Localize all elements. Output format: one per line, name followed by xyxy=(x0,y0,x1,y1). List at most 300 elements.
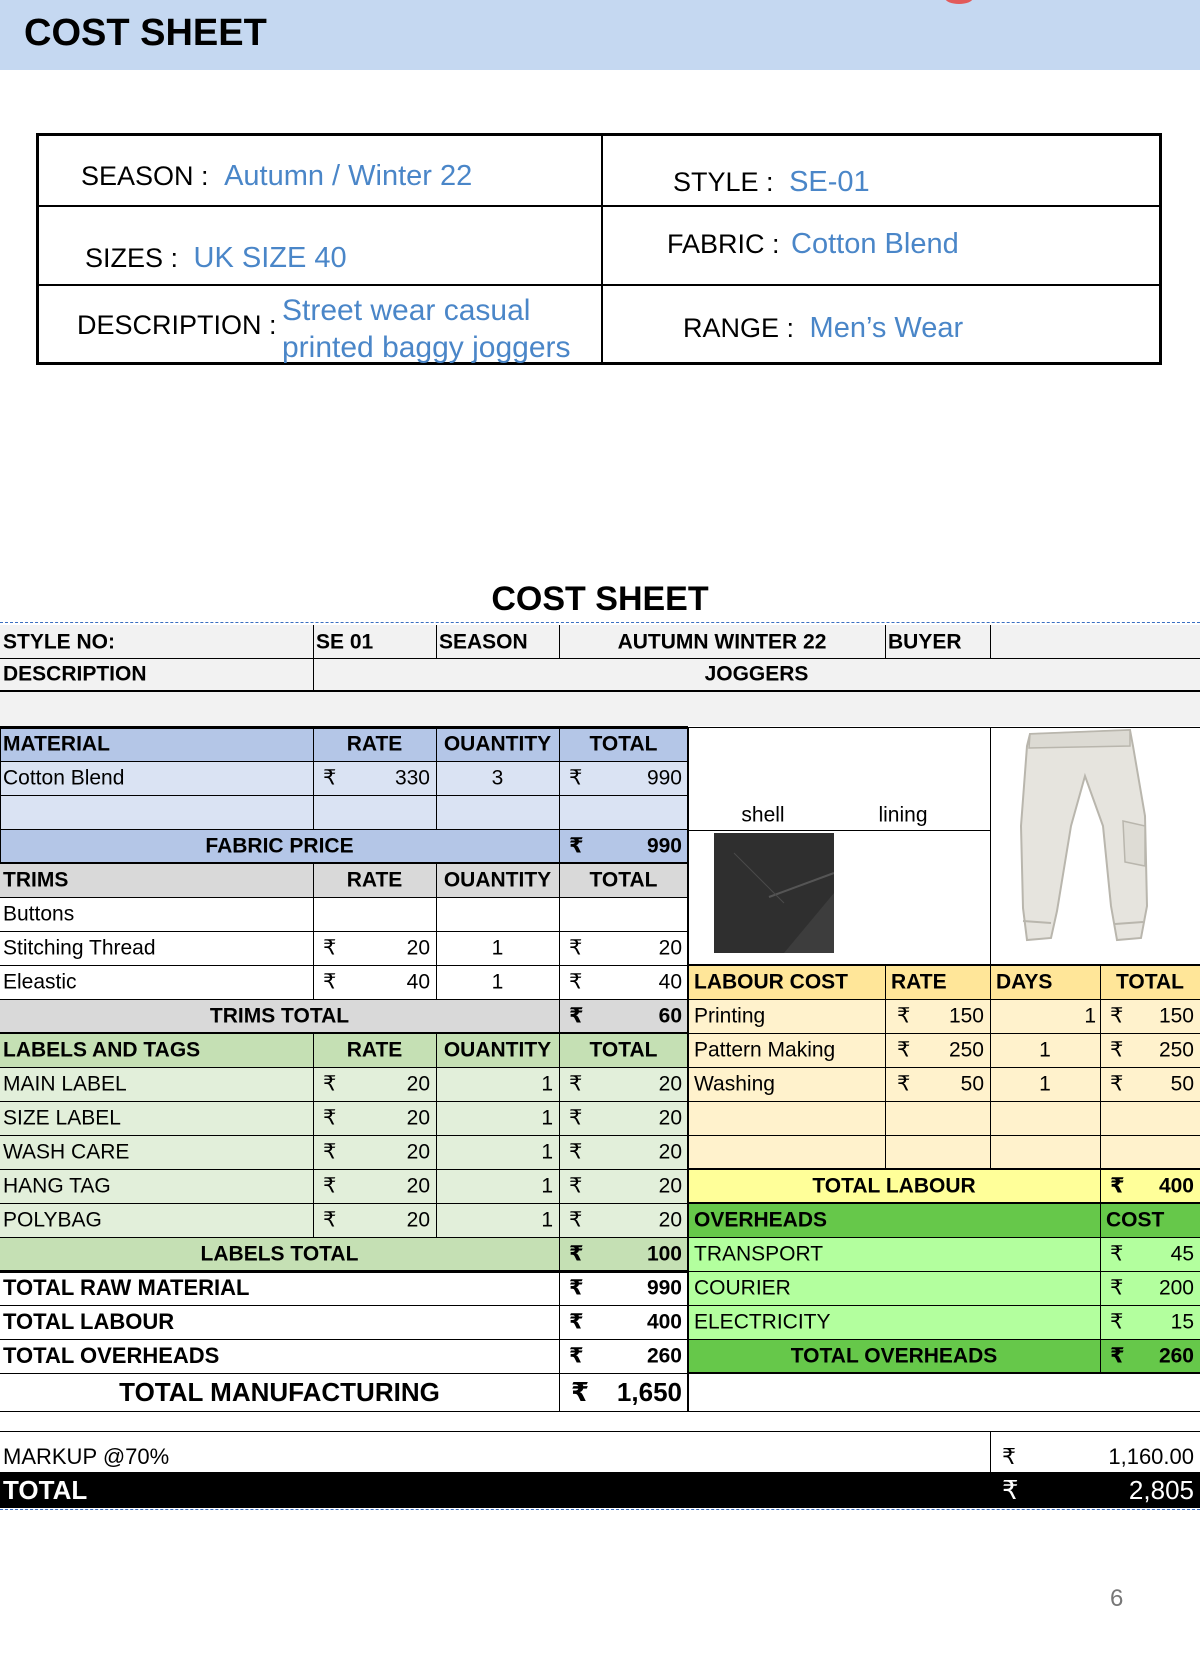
rupee-symbol: ₹ xyxy=(1110,1038,1124,1062)
overheads-row-name-text: ELECTRICITY xyxy=(694,1310,831,1334)
season-label-cell xyxy=(436,625,559,658)
labels-row-rate xyxy=(313,1067,436,1101)
trims-row-rate xyxy=(313,897,436,931)
lining-label xyxy=(838,800,968,830)
style-no-label-text: STYLE NO: xyxy=(3,630,116,653)
overheads-total-value xyxy=(1100,1339,1200,1373)
labels-total-value xyxy=(559,1237,688,1271)
labour-row-name xyxy=(688,1033,885,1067)
rupee-symbol: ₹ xyxy=(569,1276,584,1300)
fabric-swatch-image xyxy=(714,833,834,953)
trims-total-header xyxy=(559,863,688,897)
labels-row-name xyxy=(0,1101,313,1135)
fabric-value: Cotton Blend xyxy=(791,228,959,260)
labour-row-name xyxy=(688,999,885,1033)
grid-line xyxy=(990,625,991,658)
grid-line xyxy=(0,1237,688,1238)
labels-row-quantity-text: 1 xyxy=(541,1174,553,1198)
page-title: COST SHEET xyxy=(24,12,267,54)
trims-rate-header xyxy=(313,863,436,897)
material-row-total xyxy=(559,761,688,795)
grid-line xyxy=(688,1305,1200,1306)
overheads-heading-text: OVERHEADS xyxy=(694,1208,828,1232)
labels-row-total-text: 20 xyxy=(658,1106,682,1130)
rupee-symbol: ₹ xyxy=(569,1208,583,1232)
grid-line xyxy=(688,1202,1200,1204)
grid-line xyxy=(0,1339,688,1340)
description-label: DESCRIPTION : xyxy=(77,310,277,340)
style-label: STYLE : xyxy=(673,167,774,197)
rupee-symbol: ₹ xyxy=(569,1106,583,1130)
labels-row-quantity-text: 1 xyxy=(541,1072,553,1096)
trims-row-total xyxy=(559,965,688,999)
markup-label xyxy=(0,1440,990,1474)
rupee-symbol: ₹ xyxy=(569,1140,583,1164)
total-raw-material-value xyxy=(559,1271,688,1305)
total-overheads-value-text: 260 xyxy=(646,1344,682,1368)
trims-row-name-text: Buttons xyxy=(3,902,75,926)
grid-line xyxy=(0,999,688,1000)
grid-line xyxy=(0,727,1,863)
labour-total-value-text: 400 xyxy=(1158,1174,1194,1198)
labour-rate-header-text: RATE xyxy=(891,970,947,994)
total-raw-material-label xyxy=(0,1271,559,1305)
labour-row-days xyxy=(990,1067,1100,1101)
overheads-row-cost-text: 200 xyxy=(1158,1276,1194,1300)
rupee-symbol: ₹ xyxy=(1002,1444,1016,1469)
labour-row-name-text: Washing xyxy=(694,1072,775,1096)
trims-total-label-text: TRIMS TOTAL xyxy=(209,1004,350,1028)
material-quantity-header-text: OUANTITY xyxy=(443,732,552,756)
dashed-border xyxy=(0,1509,1200,1510)
grid-line xyxy=(436,863,437,999)
trims-heading xyxy=(0,863,313,897)
labour-heading xyxy=(688,965,885,999)
fabric-total-label-text: FABRIC PRICE xyxy=(205,834,354,858)
labels-row-quantity-text: 1 xyxy=(541,1140,553,1164)
overheads-cost-header xyxy=(1100,1203,1200,1237)
grid-line xyxy=(0,761,688,762)
trims-row-rate xyxy=(313,965,436,999)
markup-value xyxy=(990,1440,1200,1474)
grid-line xyxy=(0,1431,1200,1432)
labour-heading-text: LABOUR COST xyxy=(694,970,848,994)
rupee-symbol: ₹ xyxy=(897,1038,911,1062)
sizes-value: UK SIZE 40 xyxy=(193,242,347,274)
overheads-row-cost xyxy=(1100,1271,1200,1305)
labels-rate-header-text: RATE xyxy=(346,1038,403,1062)
labels-total-label xyxy=(0,1237,559,1271)
sizes-field xyxy=(85,242,347,275)
grid-line xyxy=(0,897,688,898)
divider xyxy=(39,284,1159,286)
total-labour-label-text: TOTAL LABOUR xyxy=(3,1309,175,1334)
grid-line xyxy=(688,1033,1200,1034)
rupee-symbol: ₹ xyxy=(569,1344,584,1368)
labels-row-quantity-text: 1 xyxy=(541,1106,553,1130)
grid-line xyxy=(436,625,437,658)
labels-row-quantity-text: 1 xyxy=(541,1208,553,1232)
grid-line xyxy=(688,1067,1200,1068)
labour-row-total xyxy=(1100,1101,1200,1135)
trims-total-label xyxy=(0,999,559,1033)
labour-row-total-text: 50 xyxy=(1170,1072,1194,1096)
rupee-symbol: ₹ xyxy=(569,766,583,790)
rupee-symbol: ₹ xyxy=(323,1208,337,1232)
material-empty xyxy=(313,795,436,829)
total-overheads-label-text: TOTAL OVERHEADS xyxy=(3,1343,220,1368)
shell-label xyxy=(688,800,838,830)
rupee-symbol: ₹ xyxy=(571,1377,590,1407)
material-quantity-header xyxy=(436,727,559,761)
grid-line xyxy=(0,1101,688,1102)
rupee-symbol: ₹ xyxy=(323,936,337,960)
labels-heading xyxy=(0,1033,313,1067)
trims-row-name xyxy=(0,965,313,999)
labels-total-label-text: LABELS TOTAL xyxy=(200,1242,359,1266)
rupee-symbol: ₹ xyxy=(323,1106,337,1130)
labour-row-total-text: 150 xyxy=(1158,1004,1194,1028)
grid-line xyxy=(688,1101,1200,1102)
markup-value-text: 1,160.00 xyxy=(1108,1444,1194,1469)
labour-row-days-text: 1 xyxy=(1084,1004,1096,1028)
style-value: SE-01 xyxy=(789,166,870,198)
labels-rate-header xyxy=(313,1033,436,1067)
labels-row-quantity xyxy=(436,1203,559,1237)
grid-line xyxy=(0,1271,688,1272)
trims-row-quantity-text: 1 xyxy=(491,970,504,994)
labels-row-name xyxy=(0,1135,313,1169)
style-info-box xyxy=(36,133,1162,365)
trims-rate-header-text: RATE xyxy=(346,868,403,892)
trims-row-rate-text: 40 xyxy=(406,970,430,994)
labels-row-quantity xyxy=(436,1135,559,1169)
labour-row-name xyxy=(688,1067,885,1101)
material-rate-header-text: RATE xyxy=(346,732,403,756)
grid-line xyxy=(313,625,314,690)
lining-label-text: lining xyxy=(878,803,928,827)
labour-row-rate xyxy=(885,1067,990,1101)
grid-line xyxy=(688,964,1200,966)
grid-line xyxy=(0,1305,688,1306)
material-row-rate-text: 330 xyxy=(394,766,430,790)
grid-line xyxy=(885,625,886,658)
buyer-label xyxy=(885,625,990,658)
labels-row-name xyxy=(0,1067,313,1101)
trims-row-total-text: 20 xyxy=(658,936,682,960)
grid-line xyxy=(0,658,1200,659)
labels-row-name xyxy=(0,1169,313,1203)
material-row-name xyxy=(0,761,313,795)
trims-row-rate xyxy=(313,931,436,965)
rupee-symbol: ₹ xyxy=(569,1242,584,1266)
labour-total-label xyxy=(688,1169,1100,1203)
rupee-symbol: ₹ xyxy=(1110,1276,1124,1300)
labour-total-header xyxy=(1100,965,1200,999)
labels-row-total xyxy=(559,1067,688,1101)
overheads-total-value-text: 260 xyxy=(1158,1344,1194,1368)
overheads-row-cost xyxy=(1100,1305,1200,1339)
total-overheads-label xyxy=(0,1339,559,1373)
grid-line xyxy=(0,1135,688,1136)
trims-row-total-text: 40 xyxy=(658,970,682,994)
grand-total-label-text: TOTAL xyxy=(3,1475,88,1505)
range-label: RANGE : xyxy=(683,313,795,343)
sheet-description-value xyxy=(313,658,1200,690)
labels-quantity-header-text: OUANTITY xyxy=(443,1038,552,1062)
trims-row-quantity xyxy=(436,931,559,965)
trims-row-name-text: Eleastic xyxy=(3,970,77,994)
grid-line xyxy=(688,830,990,831)
decorative-dot xyxy=(945,0,973,4)
trims-row-name xyxy=(0,897,313,931)
overheads-row-cost xyxy=(1100,1237,1200,1271)
markup-label-text: MARKUP @70% xyxy=(3,1444,170,1469)
trims-row-total xyxy=(559,897,688,931)
labels-row-rate-text: 20 xyxy=(406,1140,430,1164)
buyer-value xyxy=(990,625,1200,658)
sheet-description-value-text: JOGGERS xyxy=(704,662,809,686)
labour-row-rate xyxy=(885,1135,990,1169)
labour-row-rate xyxy=(885,1101,990,1135)
material-row-quantity xyxy=(436,761,559,795)
labels-heading-text: LABELS AND TAGS xyxy=(3,1038,201,1062)
grid-line xyxy=(0,965,688,966)
grid-line xyxy=(990,727,991,965)
labels-row-name-text: SIZE LABEL xyxy=(3,1106,121,1130)
trims-quantity-header-text: OUANTITY xyxy=(443,868,552,892)
grid-line xyxy=(688,1271,1200,1272)
labels-row-rate-text: 20 xyxy=(406,1208,430,1232)
labour-row-days-text: 1 xyxy=(1039,1038,1051,1062)
labour-row-rate xyxy=(885,999,990,1033)
material-empty xyxy=(0,795,313,829)
total-labour-value-text: 400 xyxy=(646,1310,682,1334)
total-raw-material-value-text: 990 xyxy=(646,1276,682,1300)
fabric-field xyxy=(667,228,959,261)
labels-total-value-text: 100 xyxy=(646,1242,682,1266)
labels-row-name-text: MAIN LABEL xyxy=(3,1072,127,1096)
total-raw-material-label-text: TOTAL RAW MATERIAL xyxy=(3,1275,250,1300)
total-manufacturing-label xyxy=(0,1373,559,1411)
rupee-symbol: ₹ xyxy=(897,1004,911,1028)
grid-line xyxy=(0,1203,688,1204)
grid-line xyxy=(0,1373,688,1374)
labels-row-total-text: 20 xyxy=(658,1140,682,1164)
material-row-name-text: Cotton Blend xyxy=(3,766,125,790)
total-overheads-value xyxy=(559,1339,688,1373)
trims-row-name xyxy=(0,931,313,965)
labels-row-name xyxy=(0,1203,313,1237)
labels-row-name-text: WASH CARE xyxy=(3,1140,130,1164)
grid-line xyxy=(313,727,314,829)
cost-sheet-title: COST SHEET xyxy=(491,580,709,618)
labels-row-rate xyxy=(313,1101,436,1135)
rupee-symbol: ₹ xyxy=(323,1174,337,1198)
labour-days-header xyxy=(990,965,1100,999)
labour-total-label-text: TOTAL LABOUR xyxy=(812,1174,976,1198)
labour-total-header-text: TOTAL xyxy=(1115,970,1185,994)
trims-row-quantity xyxy=(436,965,559,999)
grid-line xyxy=(687,727,689,1411)
grid-line xyxy=(559,625,560,658)
rupee-symbol: ₹ xyxy=(569,1174,583,1198)
page-number: 6 xyxy=(1110,1585,1124,1612)
overheads-row-cost-text: 15 xyxy=(1170,1310,1194,1334)
labels-row-quantity xyxy=(436,1169,559,1203)
rupee-symbol: ₹ xyxy=(569,970,583,994)
grand-total-label xyxy=(0,1472,990,1508)
trims-total-header-text: TOTAL xyxy=(589,868,658,892)
rupee-symbol: ₹ xyxy=(569,1310,584,1334)
grand-total-value-text: 2,805 xyxy=(1128,1475,1194,1505)
rupee-symbol: ₹ xyxy=(569,834,584,858)
labour-row-days xyxy=(990,1101,1100,1135)
material-empty xyxy=(436,795,559,829)
labels-row-rate xyxy=(313,1169,436,1203)
labour-row-rate-text: 150 xyxy=(948,1004,984,1028)
labour-rate-header xyxy=(885,965,990,999)
joggers-icon xyxy=(1005,726,1155,956)
rupee-symbol: ₹ xyxy=(323,766,337,790)
grid-line xyxy=(990,1431,991,1472)
material-heading-text: MATERIAL xyxy=(3,732,110,756)
overheads-total-label xyxy=(688,1339,1100,1373)
header-banner xyxy=(0,0,1200,70)
shell-label-text: shell xyxy=(741,803,785,827)
grid-line xyxy=(688,1339,1200,1340)
season-value-cell xyxy=(559,625,885,658)
fabric-label: FABRIC : xyxy=(667,229,780,259)
fabric-total-label xyxy=(0,829,559,863)
overheads-heading xyxy=(688,1203,1100,1237)
labour-row-days xyxy=(990,999,1100,1033)
grid-line xyxy=(0,795,688,796)
grid-line xyxy=(0,1067,688,1068)
rupee-symbol: ₹ xyxy=(1002,1475,1019,1505)
grid-line xyxy=(0,1033,688,1034)
grid-line xyxy=(0,863,688,864)
trims-quantity-header xyxy=(436,863,559,897)
material-heading xyxy=(0,727,313,761)
grid-line xyxy=(1100,1203,1101,1373)
labels-row-quantity xyxy=(436,1067,559,1101)
trims-row-quantity xyxy=(436,897,559,931)
sizes-label: SIZES : xyxy=(85,243,179,273)
season-label-cell-text: SEASON xyxy=(439,630,528,653)
total-manufacturing-value-text: 1,650 xyxy=(616,1377,682,1407)
description-value: Street wear casual printed baggy joggers xyxy=(282,294,571,364)
joggers-product-image xyxy=(1005,726,1155,956)
overheads-row-cost-text: 45 xyxy=(1170,1242,1194,1266)
labels-row-total-text: 20 xyxy=(658,1072,682,1096)
rupee-symbol: ₹ xyxy=(1110,1344,1125,1368)
grid-line xyxy=(436,727,437,829)
grid-line xyxy=(313,1033,314,1237)
labels-row-rate-text: 20 xyxy=(406,1072,430,1096)
dashed-border xyxy=(0,622,1200,623)
labour-row-name xyxy=(688,1101,885,1135)
grid-line xyxy=(688,1168,1200,1170)
grid-line xyxy=(559,863,560,1033)
season-value: Autumn / Winter 22 xyxy=(224,160,473,192)
grid-line xyxy=(688,1135,1200,1136)
buyer-label-text: BUYER xyxy=(888,630,962,653)
rupee-symbol: ₹ xyxy=(323,1072,337,1096)
sheet-description-label-text: DESCRIPTION xyxy=(3,662,147,686)
material-total-header xyxy=(559,727,688,761)
trims-total-value xyxy=(559,999,688,1033)
labour-days-header-text: DAYS xyxy=(996,970,1053,994)
labels-row-quantity xyxy=(436,1101,559,1135)
fabric-total-value-text: 990 xyxy=(646,834,682,858)
labour-row-total xyxy=(1100,999,1200,1033)
trims-row-rate-text: 20 xyxy=(406,936,430,960)
rupee-symbol: ₹ xyxy=(1110,1004,1124,1028)
overheads-row-name xyxy=(688,1305,1100,1339)
labels-total-header xyxy=(559,1033,688,1067)
labour-row-days xyxy=(990,1135,1100,1169)
grid-line xyxy=(559,727,560,863)
labour-row-name xyxy=(688,1135,885,1169)
labour-row-rate-text: 250 xyxy=(948,1038,984,1062)
range-field xyxy=(683,312,963,345)
overheads-row-name xyxy=(688,1237,1100,1271)
labour-row-rate-text: 50 xyxy=(960,1072,984,1096)
labour-row-name-text: Pattern Making xyxy=(694,1038,836,1062)
style-field xyxy=(673,166,870,199)
grid-line xyxy=(688,1237,1200,1238)
labour-row-rate xyxy=(885,1033,990,1067)
sheet-description-label xyxy=(0,658,313,690)
grid-line xyxy=(990,965,991,1169)
labels-row-rate-text: 20 xyxy=(406,1174,430,1198)
spacer-row xyxy=(0,692,1200,726)
labels-row-rate-text: 20 xyxy=(406,1106,430,1130)
overheads-row-name-text: TRANSPORT xyxy=(694,1242,824,1266)
labels-row-total-text: 20 xyxy=(658,1174,682,1198)
style-no-value-text: SE 01 xyxy=(316,630,374,653)
style-no-value xyxy=(313,625,436,658)
grid-line xyxy=(313,863,314,999)
overheads-total-label-text: TOTAL OVERHEADS xyxy=(790,1344,998,1368)
overheads-row-name-text: COURIER xyxy=(694,1276,791,1300)
labels-row-total xyxy=(559,1101,688,1135)
total-manufacturing-value xyxy=(559,1373,688,1411)
labour-row-days xyxy=(990,1033,1100,1067)
grid-line xyxy=(688,1372,1200,1374)
labour-total-value xyxy=(1100,1169,1200,1203)
trims-row-name-text: Stitching Thread xyxy=(3,936,156,960)
labels-row-name-text: POLYBAG xyxy=(3,1208,102,1232)
season-value-cell-text: AUTUMN WINTER 22 xyxy=(617,630,827,653)
total-labour-label xyxy=(0,1305,559,1339)
rupee-symbol: ₹ xyxy=(1110,1174,1125,1198)
trims-total-value-text: 60 xyxy=(658,1004,682,1028)
labels-row-total xyxy=(559,1169,688,1203)
total-labour-value xyxy=(559,1305,688,1339)
grid-line xyxy=(0,829,688,830)
labour-row-name-text: Printing xyxy=(694,1004,766,1028)
grid-line xyxy=(436,1033,437,1237)
labour-row-total xyxy=(1100,1067,1200,1101)
material-rate-header xyxy=(313,727,436,761)
grid-line xyxy=(0,931,688,932)
rupee-symbol: ₹ xyxy=(569,1072,583,1096)
material-total-header-text: TOTAL xyxy=(589,732,658,756)
labels-row-rate xyxy=(313,1135,436,1169)
grand-total-value xyxy=(990,1472,1200,1508)
